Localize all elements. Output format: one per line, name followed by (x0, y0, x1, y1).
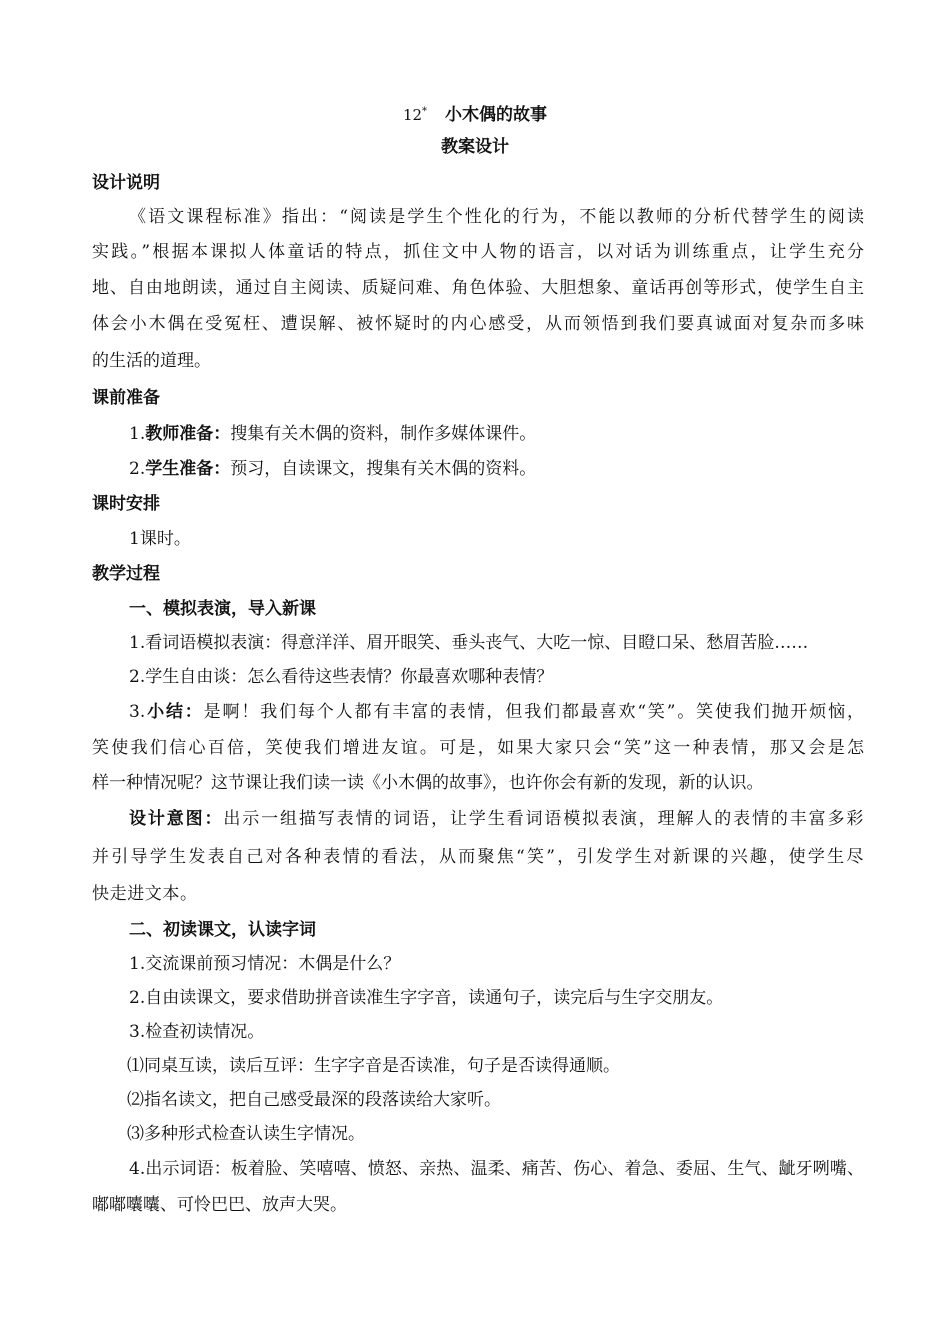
list-item: 1.看词语模拟表演：得意洋洋、眉开眼笑、垂头丧气、大吃一惊、目瞪口呆、愁眉苦脸…… (129, 633, 809, 653)
part-heading-1: 一、模拟表演，导入新课 (129, 599, 316, 619)
paragraph-line: 嘟嘟囔囔、可怜巴巴、放声大哭。 (92, 1195, 347, 1215)
paragraph-line: 快走进文本。 (92, 884, 198, 904)
list-item: 2.学生准备：预习，自读课文，搜集有关木偶的资料。 (129, 459, 537, 479)
lesson-subtitle: 教案设计 (441, 137, 509, 157)
sub-item: ⑵指名读文，把自己感受最深的段落读给大家听。 (127, 1090, 501, 1110)
paragraph-line: 实践。”根据本课拟人体童话的特点，抓住文中人物的语言，以对话为训练重点，让学生充分 (92, 242, 864, 262)
paragraph-line: 样一种情况呢？这节课让我们读一读《小木偶的故事》，也许你会有新的发现，新的认识。 (92, 773, 764, 793)
list-item: 3.小结：是啊！我们每个人都有丰富的表情，但我们都最喜欢“笑”。笑使我们抛开烦恼， (129, 702, 865, 722)
section-heading-preparation: 课前准备 (92, 388, 160, 408)
section-heading-design-note: 设计说明 (92, 173, 160, 193)
paragraph-line: 体会小木偶在受冤枉、遭误解、被怀疑时的内心感受，从而领悟到我们要真诚面对复杂而多味 (92, 314, 864, 334)
list-item: 1.交流课前预习情况：木偶是什么？ (129, 954, 401, 974)
list-item: 1.教师准备：搜集有关木偶的资料，制作多媒体课件。 (129, 424, 537, 444)
sub-item: ⑴同桌互读，读后互评：生字字音是否读准，句子是否读得通顺。 (127, 1056, 620, 1076)
sub-item: ⑶多种形式检查认读生字情况。 (127, 1124, 365, 1144)
paragraph-line: 并引导学生发表自己对各种表情的看法，从而聚焦“笑”，引发学生对新课的兴趣，使学生尽 (92, 847, 864, 867)
section-heading-process: 教学过程 (92, 564, 160, 584)
lesson-title-text: 小木偶的故事 (445, 105, 548, 125)
section-heading-schedule: 课时安排 (92, 494, 160, 514)
paragraph-line: 笑使我们信心百倍，笑使我们增进友谊。可是，如果大家只会“笑”这一种表情，那又会是怎 (92, 738, 864, 758)
list-item: 4.出示词语：板着脸、笑嘻嘻、愤怒、亲热、温柔、痛苦、伤心、着急、委屈、生气、龇牙咧嘴、 (129, 1159, 864, 1179)
list-item: 2.自由读课文，要求借助拼音读准生字字音，读通句子，读完后与生字交朋友。 (129, 988, 724, 1008)
paragraph-line: 的生活的道理。 (92, 351, 211, 371)
list-item: 2.学生自由谈：怎么看待这些表情？你最喜欢哪种表情？ (129, 667, 554, 687)
schedule-text: 1课时。 (129, 529, 191, 549)
paragraph-line: 地、自由地朗读，通过自主阅读、质疑问难、角色体验、大胆想象、童话再创等形式，使学生自主 (92, 278, 864, 298)
design-intent: 设计意图：出示一组描写表情的词语，让学生看词语模拟表演，理解人的表情的丰富多彩 (129, 809, 865, 829)
lesson-title (0, 100, 950, 127)
paragraph-line: 《语文课程标准》指出：“阅读是学生个性化的行为，不能以教师的分析代替学生的阅读 (129, 207, 864, 227)
part-heading-2: 二、初读课文，认读字词 (129, 920, 316, 940)
lesson-number: 12* (402, 106, 428, 124)
list-item: 3.检查初读情况。 (129, 1022, 265, 1042)
